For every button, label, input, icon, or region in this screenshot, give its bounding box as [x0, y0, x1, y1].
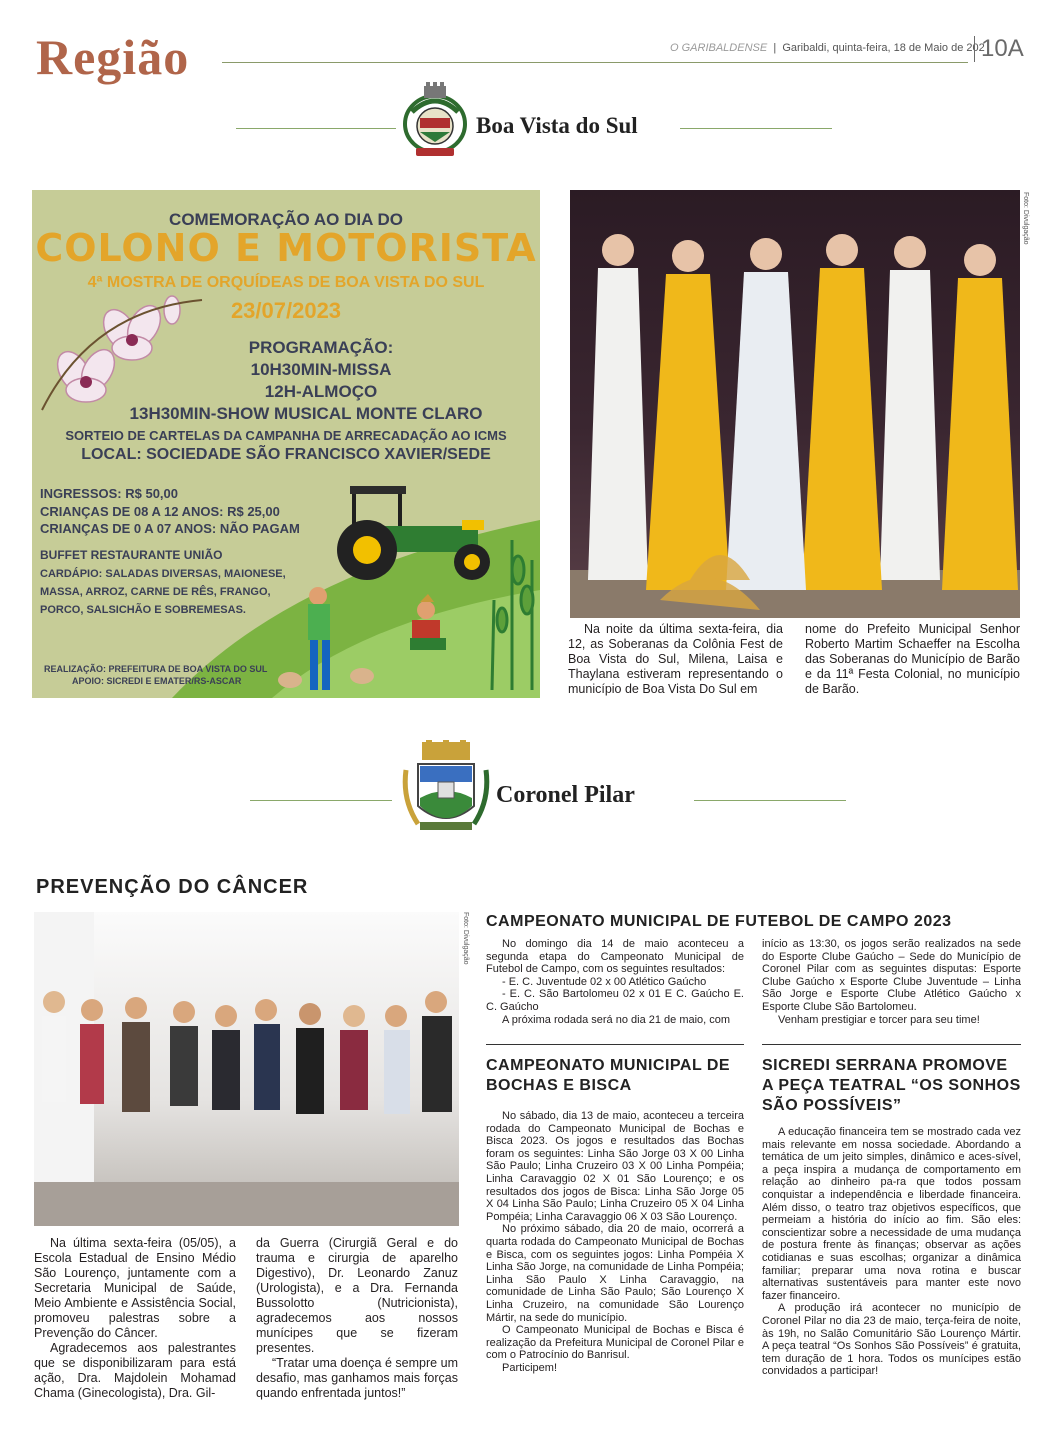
paragraph: Venham prestigiar e torcer para seu time! [778, 1013, 980, 1026]
bochas-heading-line2: BOCHAS E BISCA [486, 1077, 632, 1094]
photo-credit: Foto: Divulgação [462, 912, 469, 965]
section-rule-right [694, 800, 846, 801]
section-rule-right [680, 128, 832, 129]
paragraph: Na última sexta-feira (05/05), a Escola Estadual de Ensino Médio São Lourenço, juntamente com a Secretaria Municipal de Saúde, Meio Ambiente e Assistência Social, promoveu palestras sobre a Prevenção do Câncer. [34, 1236, 236, 1340]
paragraph: nome do Prefeito Municipal Senhor Roberto Martim Schaeffer na Escolha das Soberanas do Município de Barão e da 11ª Festa Colonial, no município de Barão. [805, 622, 1020, 696]
poster-headline: COLONO E MOTORISTA [35, 226, 537, 270]
paragraph: - E. C. São Bartolomeu 02 x 01 E C. Gaúcho E. C. Gaúcho [486, 988, 744, 1013]
paragraph: O Campeonato Municipal de Bochas e Bisca é realização da Prefeitura Municipal de Coronel Pilar e com o Patrocínio do Banrisul. [486, 1324, 744, 1362]
soberanas-photo [570, 190, 1020, 618]
soberanas-caption-col1 [568, 622, 783, 697]
divider [762, 1044, 1021, 1045]
separator: | [770, 42, 780, 54]
photo-credit: Foto: Divulgação [1022, 192, 1029, 245]
poster-line-17: PORCO, SALSICHÃO E SOBREMESAS. [40, 604, 246, 616]
poster-line-16: MASSA, ARROZ, CARNE DE RÊS, FRANGO, [40, 586, 271, 598]
paragraph: No próximo sábado, dia 20 de maio, ocorrerá a quarta rodada do Campeonato Municipal de Bochas e Bisca, com os seguintes jogos: Linha Pompéia X Linha São Jorge, na comunidade de Linha Pompéia; Linha São Paulo X Linha Caravaggio, na comunidade de Linha São Paulo; São Lourenço X Linha Cruzeiro, na comunidade São Lourenço Mártir, na sede do município. [486, 1223, 744, 1324]
bochas-heading-line1: CAMPEONATO MUNICIPAL DE [486, 1057, 731, 1074]
soberanas-caption-col2 [805, 622, 1020, 697]
poster-line-8: 13H30MIN-SHOW MUSICAL MONTE CLARO [129, 404, 483, 423]
cancer-col1 [34, 1236, 236, 1401]
poster-line-3: 4ª MOSTRA DE ORQUÍDEAS DE BOA VISTA DO SUL [87, 274, 485, 291]
paragraph: A próxima rodada será no dia 21 de maio, com [502, 1013, 731, 1026]
section-rule-left [250, 800, 392, 801]
cancer-heading: PREVENÇÃO DO CÂNCER [36, 876, 309, 898]
futebol-heading: CAMPEONATO MUNICIPAL DE FUTEBOL DE CAMPO 2023 [486, 913, 952, 930]
page-number: 10A [974, 36, 1024, 62]
header-dateline [670, 42, 985, 54]
paragraph: Participem! [502, 1361, 558, 1374]
paragraph: início as 13:30, os jogos serão realizados na sede do Esporte Clube Gaúcho – Sede do Município de Coronel Pilar com as seguintes disputas: Esporte Clube Gaúcho x Esporte Clube Juventude – Linha São Jorge e Esporte Clube Atlético Gaúcho x Esporte Clube São Bartolomeu. [762, 938, 1021, 1013]
poster-line-7: 12H-ALMOÇO [264, 382, 378, 401]
paragraph: Na noite da última sexta-feira, dia 12, as Soberanas da Colônia Fest de Boa Vista do Sul, Milena, Laisa e Thaylana estiveram representando o município de Boa Vista Do Sul em [568, 622, 783, 696]
poster-line-12: CRIANÇAS DE 08 A 12 ANOS: R$ 25,00 [40, 504, 280, 519]
poster-line-5: PROGRAMAÇÃO: [248, 338, 394, 357]
cancer-col2 [256, 1236, 458, 1401]
sicredi-body [762, 1126, 1021, 1378]
futebol-col1 [486, 938, 744, 1026]
paragraph: No sábado, dia 13 de maio, aconteceu a terceira rodada do Campeonato Municipal de Bochas e Bisca 2023. Os jogos e resultados das Bochas foram os seguintes: Linha São Jorge 03 X 00 Linha São Paulo; Linha Cruzeiro 03 X 00 Linha Pompéia; Linha Caravaggio 02 X 01 São Lourenço; e os resultados dos jogos de Bisca: Linha São Jorge 05 X 04 Linha São Paulo; Linha Cruzeiro 05 X 04 Linha Pompéia; Linha Caravaggio 06 X 03 São Lourenço. [486, 1110, 744, 1223]
event-poster [32, 190, 540, 698]
futebol-col2 [762, 938, 1021, 1026]
poster-line-14: BUFFET RESTAURANTE UNIÃO [40, 548, 223, 562]
sicredi-heading-line2: A PEÇA TEATRAL “OS SONHOS [762, 1077, 1021, 1094]
boa-vista-crest-icon [398, 82, 472, 158]
poster-line-1: COMEMORAÇÃO AO DIA DO [169, 210, 403, 229]
poster-line-10: LOCAL: SOCIEDADE SÃO FRANCISCO XAVIER/SEDE [81, 446, 491, 463]
dateline: Garibaldi, quinta-feira, 18 de Maio de 202 [782, 42, 985, 54]
divider [486, 1044, 744, 1045]
poster-line-13: CRIANÇAS DE 0 A 07 ANOS: NÃO PAGAM [40, 521, 300, 536]
paragraph: - E. C. Juventude 02 x 00 Atlético Gaúcho [502, 975, 707, 988]
cancer-group-photo [34, 912, 459, 1226]
paragraph: “Tratar uma doença é sempre um desafio, mas ganhamos mais forças quando enfrentada juntos!” [256, 1356, 458, 1400]
poster-line-9: SORTEIO DE CARTELAS DA CAMPANHA DE ARRECADAÇÃO AO ICMS [65, 428, 507, 443]
coronel-pilar-crest-icon [400, 740, 492, 836]
bochas-body [486, 1110, 744, 1374]
coronel-pilar-title: Coronel Pilar [496, 782, 635, 808]
publication-name: O GARIBALDENSE [670, 42, 768, 54]
bochas-heading [486, 1056, 730, 1096]
paragraph: Agradecemos aos palestrantes que se disponibilizaram para está ação, Dra. Majdolein Mohamad Chama (Ginecologista), Dra. Gil- [34, 1341, 236, 1400]
sicredi-heading-line1: SICREDI SERRANA PROMOVE [762, 1057, 1008, 1074]
section-title: Região [36, 29, 190, 85]
poster-date: 23/07/2023 [230, 298, 342, 323]
paragraph: da Guerra (Cirurgiã Geral e do trauma e cirurgia de aparelho Digestivo), Dr. Leonardo Zanuz (Urologista), e a Dra. Fernanda Bussolotto (Nutricionista), agradecemos aos nossos munícipes que se fizeram presentes. [256, 1236, 458, 1355]
poster-line-6: 10H30MIN-MISSA [250, 360, 392, 379]
sicredi-heading-line3: SÃO POSSÍVEIS” [762, 1097, 902, 1114]
poster-line-18: REALIZAÇÃO: PREFEITURA DE BOA VISTA DO SUL [44, 664, 268, 674]
poster-line-11: INGRESSOS: R$ 50,00 [40, 486, 178, 501]
boa-vista-title: Boa Vista do Sul [476, 113, 638, 138]
section-rule-left [236, 128, 396, 129]
poster-line-19: APOIO: SICREDI E EMATER/RS-ASCAR [72, 676, 242, 686]
paragraph: No domingo dia 14 de maio aconteceu a segunda etapa do Campeonato Municipal de Futebol de Campo, com os seguintes resultados: [486, 938, 744, 976]
header-rule [222, 62, 968, 63]
paragraph: A produção irá acontecer no município de Coronel Pilar no dia 23 de maio, terça-feira de noite, às 19h, no Salão Comunitário São Lourenço Mártir. A peça teatral “Os Sonhos São Possíveis” é gratuita, tem duração de 1 hora. Todos os munícipes estão convidados a participar! [762, 1302, 1021, 1378]
sicredi-heading [762, 1056, 1021, 1116]
paragraph: A educação financeira tem se mostrado cada vez mais relevante em nossa sociedade. Abordando a temática de um jeito simples, dinâmico e aces-sível, a peça inspira a mudança de comportamento em relação ao dinheiro pa-ra que todos possam conquistar a independência e liberdade financeira. Além disso, o teatro traz objetivos específicos, que permeiam a história do início ao fim. São eles: conscientizar sobre a necessidade de uma mudança de postura frente às finanças; observar as ações cotidianas e suas escolhas; organizar a dinâmica familiar; preparar uma nova rotina e buscar alternativas sustentáveis para manter este novo fazer financeiro. [762, 1126, 1021, 1302]
poster-line-15: CARDÁPIO: SALADAS DIVERSAS, MAIONESE, [40, 568, 286, 580]
